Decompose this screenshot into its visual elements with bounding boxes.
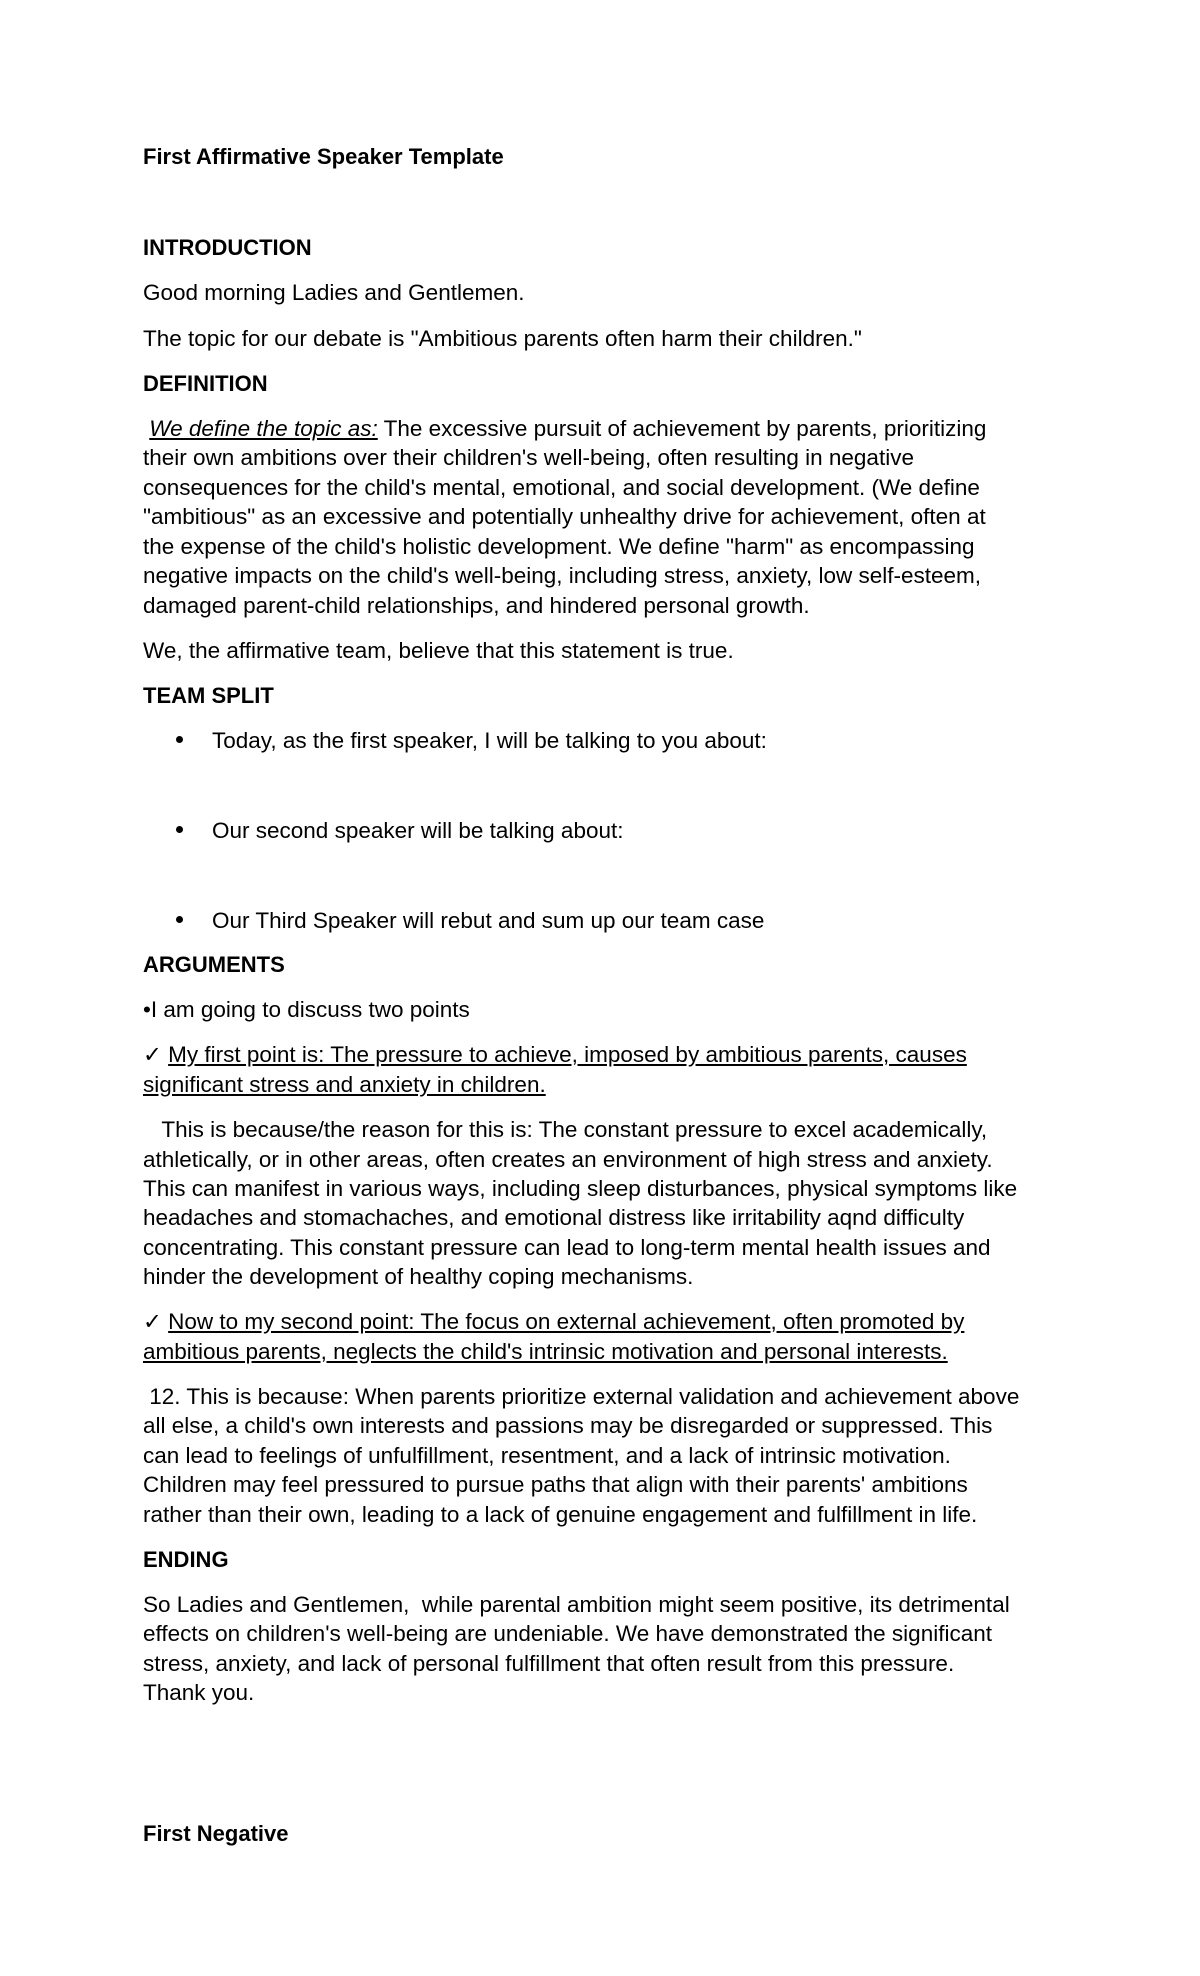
definition-heading: DEFINITION [143, 371, 268, 396]
team-item: Today, as the first speaker, I will be talking to you about: [212, 728, 767, 753]
bullet-icon [176, 826, 186, 836]
point-one-line [143, 1040, 1073, 1070]
ending-heading: ENDING [143, 1547, 229, 1572]
point-one-body: This can manifest in various ways, including sleep disturbances, physical symptoms like [143, 1176, 1018, 1201]
document-title: First Affirmative Speaker Template [143, 144, 504, 169]
point-one-body: hinder the development of healthy coping mechanisms. [143, 1264, 694, 1289]
definition-line: the expense of the child's holistic development. We define "harm" as encompassing [143, 534, 975, 559]
definition-text: The excessive pursuit of achievement by parents, prioritizing [383, 416, 987, 441]
point-two-line [143, 1307, 1073, 1337]
point-two-line: ambitious parents, neglects the child's intrinsic motivation and personal interests. [143, 1339, 948, 1364]
point-one-body: athletically, or in other areas, often creates an environment of high stress and anxiety. [143, 1147, 993, 1172]
definition-line [143, 414, 1073, 444]
point-one-line: significant stress and anxiety in children. [143, 1072, 546, 1097]
point-two-body: rather than their own, leading to a lack of genuine engagement and fulfillment in life. [143, 1502, 978, 1527]
point-two-body: can lead to feelings of unfulfillment, resentment, and a lack of intrinsic motivation. [143, 1443, 951, 1468]
check-icon: ✓ [143, 1042, 162, 1067]
topic-text: The topic for our debate is "Ambitious parents often harm their children." [143, 326, 862, 351]
bullet-icon [176, 736, 186, 746]
point-two-body: Children may feel pressured to pursue paths that align with their parents' ambitions [143, 1472, 968, 1497]
point-two-body: all else, a child's own interests and passions may be disregarded or suppressed. This [143, 1413, 993, 1438]
definition-line: negative impacts on the child's well-being, including stress, anxiety, low self-esteem, [143, 563, 982, 588]
ending-text: effects on children's well-being are undeniable. We have demonstrated the significant [143, 1621, 992, 1646]
next-section-heading: First Negative [143, 1821, 289, 1846]
point-two-text: Now to my second point: The focus on external achievement, often promoted by [168, 1309, 965, 1334]
ending-text: stress, anxiety, and lack of personal fulfillment that often result from this pressure. [143, 1651, 955, 1676]
definition-line: their own ambitions over their children's well-being, often resulting in negative [143, 445, 914, 470]
introduction-heading: INTRODUCTION [143, 235, 312, 260]
point-one-text: My first point is: The pressure to achieve, imposed by ambitious parents, causes [168, 1042, 967, 1067]
point-one-body: concentrating. This constant pressure can lead to long-term mental health issues and [143, 1235, 991, 1260]
definition-line: damaged parent-child relationships, and hindered personal growth. [143, 593, 810, 618]
definition-line: "ambitious" as an excessive and potentially unhealthy drive for achievement, often at [143, 504, 986, 529]
definition-line: consequences for the child's mental, emotional, and social development. (We define [143, 475, 980, 500]
ending-text: Thank you. [143, 1680, 255, 1705]
point-one-body: headaches and stomachaches, and emotional distress like irritability aqnd difficulty [143, 1205, 965, 1230]
bullet-icon [176, 916, 186, 926]
greeting-text: Good morning Ladies and Gentlemen. [143, 280, 525, 305]
team-item: Our second speaker will be talking about: [212, 818, 624, 843]
point-two-body: 12. This is because: When parents prioritize external validation and achievement above [143, 1384, 1020, 1409]
definition-label: We define the topic as: [149, 416, 378, 441]
check-icon: ✓ [143, 1309, 162, 1334]
team-item: Our Third Speaker will rebut and sum up our team case [212, 908, 765, 933]
ending-text: So Ladies and Gentlemen, while parental ambition might seem positive, its detrimental [143, 1592, 1010, 1617]
belief-text: We, the affirmative team, believe that this statement is true. [143, 638, 734, 663]
team-split-heading: TEAM SPLIT [143, 683, 274, 708]
points-intro: •I am going to discuss two points [143, 997, 470, 1022]
point-one-body: This is because/the reason for this is: The constant pressure to excel academically, [143, 1117, 988, 1142]
arguments-heading: ARGUMENTS [143, 952, 285, 977]
